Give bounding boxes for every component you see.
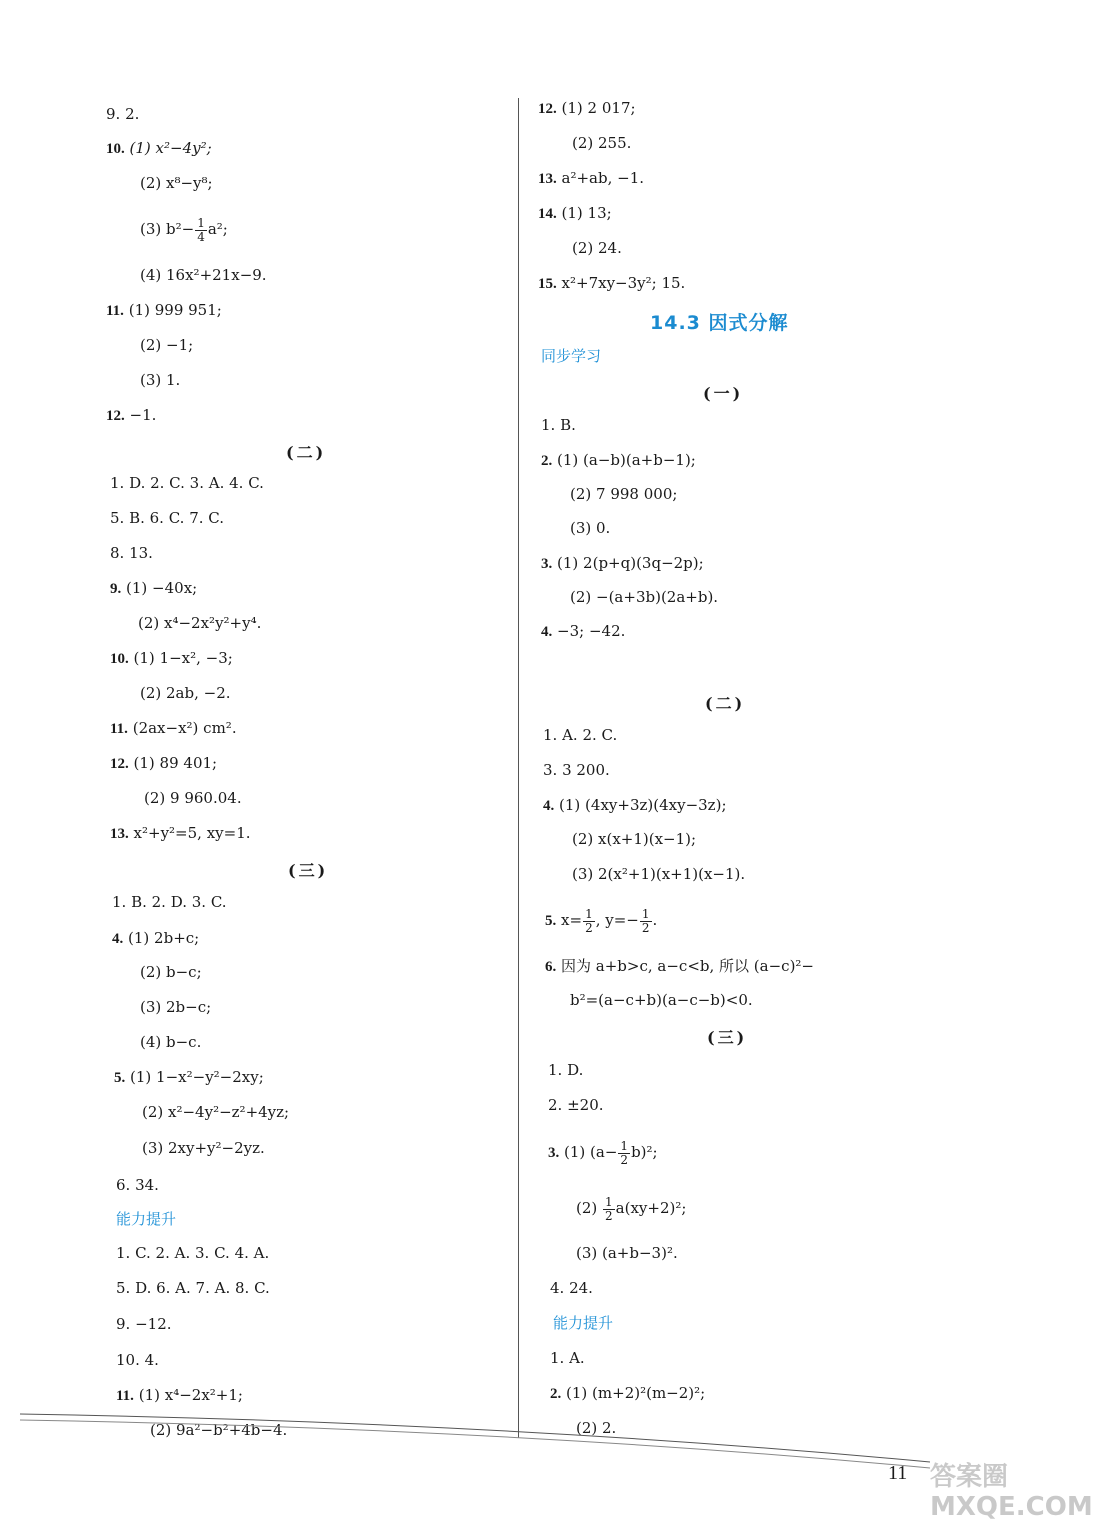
item-number: 5. xyxy=(114,1070,126,1086)
answer-line: (3) 2xy+y²−2yz. xyxy=(142,1139,265,1157)
item-number: 12. xyxy=(110,756,129,772)
answer-text: (3) b²− xyxy=(140,220,195,238)
answer-line: b²=(a−c+b)(a−c−b)<0. xyxy=(570,991,753,1009)
watermark-logo: 答案圈 MXQE.COM xyxy=(930,1462,1093,1522)
fraction: $\frac{1}{2}$ xyxy=(620,1138,629,1167)
item-number: 15. xyxy=(538,276,557,292)
answer-line xyxy=(541,553,704,574)
answer-line: 10. 4. xyxy=(116,1351,159,1369)
section-heading: (二) xyxy=(705,694,746,713)
answer-line: (4) 16x²+21x−9. xyxy=(140,266,267,284)
answer-line xyxy=(110,823,251,844)
answer-line: 3. 3 200. xyxy=(543,761,610,779)
answer-line: (2) 24. xyxy=(572,239,622,257)
item-number: 11. xyxy=(110,721,128,737)
answer-line: 1. B. 2. D. 3. C. xyxy=(112,893,227,911)
answer-line: 5. D. 6. A. 7. A. 8. C. xyxy=(116,1279,270,1297)
answer-line xyxy=(541,621,625,642)
answer-line xyxy=(114,1067,264,1088)
answer-line xyxy=(538,98,636,119)
answer-line: 8. 13. xyxy=(110,544,153,562)
answer-line xyxy=(106,300,222,321)
answer-text: (1) (a−b)(a+b−1); xyxy=(557,451,696,469)
item-number: 14. xyxy=(538,206,557,222)
item-number: 9. xyxy=(110,581,122,597)
answer-text: (1) (4xy+3z)(4xy−3z); xyxy=(559,796,727,814)
answer-line: (3) 2b−c; xyxy=(140,998,212,1016)
item-number: 10. xyxy=(110,651,129,667)
answer-line: (3) 1. xyxy=(140,371,181,389)
answer-line: (2) x²−4y²−z²+4yz; xyxy=(142,1103,290,1121)
item-number: 2. xyxy=(550,1386,562,1402)
answer-line: (2) −(a+3b)(2a+b). xyxy=(570,588,719,606)
answer-text: (1) 2b+c; xyxy=(128,929,200,947)
answer-line xyxy=(112,928,199,949)
answer-line: (2) −1; xyxy=(140,336,194,354)
item-number: 13. xyxy=(538,171,557,187)
fraction: $\frac{1}{2}$ xyxy=(605,1194,613,1223)
answer-line xyxy=(541,450,696,471)
answer-line xyxy=(110,578,197,599)
answer-text: (1) 13; xyxy=(561,204,612,222)
answer-line xyxy=(543,795,727,816)
answer-line xyxy=(110,648,233,669)
answer-line xyxy=(538,203,612,224)
answer-text: −3; −42. xyxy=(557,622,626,640)
answer-line: (2) 2ab, −2. xyxy=(140,684,231,702)
item-number: 3. xyxy=(541,556,553,572)
answer-text: a²; xyxy=(207,220,228,238)
sync-heading: 同步学习 xyxy=(541,347,602,365)
fraction: $\frac{1}{4}$ xyxy=(197,215,205,244)
ability-heading: 能力提升 xyxy=(553,1314,614,1332)
answer-line: 9. −12. xyxy=(116,1315,172,1333)
item-number: 6. xyxy=(545,959,557,975)
item-number: 11. xyxy=(116,1388,134,1404)
fraction: $\frac{1}{2}$ xyxy=(585,906,593,935)
answer-line: (2) 9a²−b²+4b−4. xyxy=(150,1421,288,1439)
answer-text: (1) 2 017; xyxy=(561,99,636,117)
answer-line: (4) b−c. xyxy=(140,1033,202,1051)
item-number: 10. xyxy=(106,141,125,157)
answer-line: (2) 9 960.04. xyxy=(144,789,242,807)
answer-line: 4. 24. xyxy=(550,1279,593,1297)
answer-line: (2) $\frac{1}{2}$ a(xy+2)²; xyxy=(576,1194,687,1223)
ability-heading: 能力提升 xyxy=(116,1210,177,1228)
answer-line: 1. D. xyxy=(548,1061,584,1079)
answer-text: a²+ab, −1. xyxy=(561,169,645,187)
answer-text: (1) −40x; xyxy=(126,579,198,597)
answer-text: x²+y²=5, xy=1. xyxy=(133,824,251,842)
answer-line: 1. D. 2. C. 3. A. 4. C. xyxy=(110,474,264,492)
answer-line: (3) 2(x²+1)(x+1)(x−1). xyxy=(572,865,746,883)
answer-line: 1. B. xyxy=(541,416,576,434)
item-number: 4. xyxy=(541,624,553,640)
answer-text: (1) 1−x²−y²−2xy; xyxy=(130,1068,264,1086)
section-title: 14.3 因式分解 xyxy=(650,312,789,334)
answer-line: 5. x= $\frac{1}{2}$ , y=− $\frac{1}{2}$ . xyxy=(545,906,658,935)
answer-line: (2) b−c; xyxy=(140,963,202,981)
answer-line xyxy=(106,405,156,426)
fraction: $\frac{1}{2}$ xyxy=(641,906,650,935)
answer-line: 2. ±20. xyxy=(548,1096,604,1114)
answer-line: (2) 255. xyxy=(572,134,632,152)
answer-line: 1. C. 2. A. 3. C. 4. A. xyxy=(116,1244,270,1262)
item-number: 12. xyxy=(106,408,125,424)
answer-line: 5. B. 6. C. 7. C. xyxy=(110,509,224,527)
column-divider xyxy=(518,98,519,1438)
answer-line xyxy=(106,138,212,159)
section-heading: (三) xyxy=(288,861,329,880)
item-number: 12. xyxy=(538,101,557,117)
answer-line: 6. 34. xyxy=(116,1176,159,1194)
answer-line xyxy=(545,956,814,977)
answer-line: (3) 0. xyxy=(570,519,611,537)
answer-text: (2ax−x²) cm². xyxy=(132,719,237,737)
answer-text: (1) 2(p+q)(3q−2p); xyxy=(557,554,704,572)
item-number: 4. xyxy=(112,931,124,947)
answer-line: 1. A. xyxy=(550,1349,585,1367)
answer-line xyxy=(538,168,644,189)
answer-line: (2) 2. xyxy=(576,1419,617,1437)
item-number: 2. xyxy=(541,453,553,469)
answer-text: (1) 1−x², −3; xyxy=(133,649,233,667)
item-number: 13. xyxy=(110,826,129,842)
answer-text: (1) 89 401; xyxy=(133,754,218,772)
answer-line: 1. A. 2. C. xyxy=(543,726,618,744)
answer-line: (2) x⁸−y⁸; xyxy=(140,174,213,192)
page-number: 11 xyxy=(888,1462,908,1484)
section-heading: (二) xyxy=(286,443,327,462)
answer-line xyxy=(140,214,228,244)
item-number: 5. xyxy=(545,913,557,929)
answer-text: (1) (m+2)²(m−2)²; xyxy=(566,1384,706,1402)
answer-line: (2) x(x+1)(x−1); xyxy=(572,830,697,848)
answer-line xyxy=(110,718,237,739)
answer-text: x²+7xy−3y²; 15. xyxy=(561,274,686,292)
answer-text: −1. xyxy=(129,406,157,424)
answer-line xyxy=(110,753,217,774)
item-number: 11. xyxy=(106,303,124,319)
answer-line: (3) (a+b−3)². xyxy=(576,1244,678,1262)
answer-line xyxy=(538,273,685,294)
answer-line: 9. 2. xyxy=(106,105,140,123)
answer-text: (1) x⁴−2x²+1; xyxy=(138,1386,243,1404)
answer-line: (2) 7 998 000; xyxy=(570,485,678,503)
answer-text: 因为 a+b>c, a−c<b, 所以 (a−c)²− xyxy=(561,957,815,975)
item-number: 3. xyxy=(548,1145,560,1161)
answer-text: (1) x²−4y²; xyxy=(129,139,212,157)
answer-line: (2) x⁴−2x²y²+y⁴. xyxy=(138,614,262,632)
answer-line: 3. (1) (a− $\frac{1}{2}$ b)²; xyxy=(548,1138,658,1167)
answer-text: (1) 999 951; xyxy=(128,301,222,319)
section-heading: (一) xyxy=(703,384,744,403)
section-heading: (三) xyxy=(707,1028,748,1047)
item-number: 4. xyxy=(543,798,555,814)
